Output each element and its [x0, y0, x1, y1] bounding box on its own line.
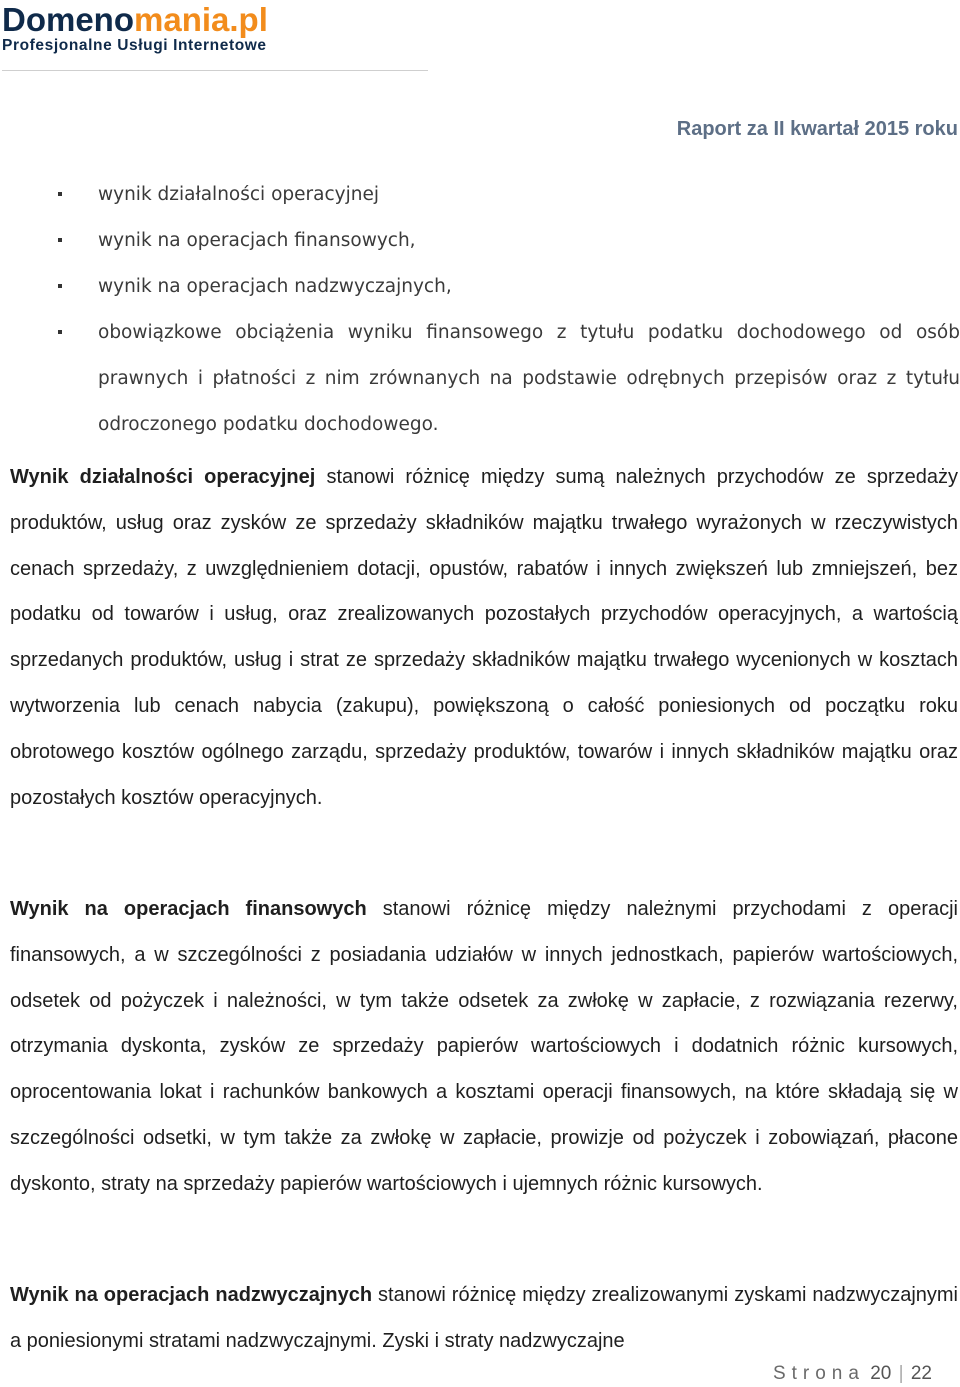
logo-tagline: Profesjonalne Usługi Internetowe: [2, 37, 267, 54]
paragraph-extraordinary-result: [10, 1273, 958, 1365]
report-title: Raport za II kwartał 2015 roku: [676, 118, 958, 140]
logo-part-mania: mania.pl: [134, 1, 268, 38]
paragraph-text: stanowi różnicę między należnymi przychodami z operacji finansowych, a w szczególności z posiadania udziałów w innych jednostkach, papierów wartościowych, odsetek od pożyczek i należności, w tym także odsetek za zwłokę w zapłacie, z rozwiązania rezerwy, otrzymania dyskonta, zysków ze sprzedaży papierów wartościowych i dodatnich różnic kursowych, oprocentowania lokat i rachunków bankowych a kosztami operacji finansowych, na które składają się w szczególności odsetki, w tym także za zwłokę w zapłacie, prowizje od pożyczek i zobowiązań, płacone dyskonto, straty na sprzedaży papierów wartościowych i ujemnych różnic kursowych.: [10, 898, 958, 1195]
paragraph-financial-result: [10, 887, 958, 1208]
logo-part-domeno: Domeno: [2, 1, 134, 38]
page-number: 20: [870, 1363, 892, 1384]
page-label: Strona: [772, 1363, 865, 1384]
paragraph-lead: Wynik działalności operacyjnej: [10, 466, 316, 488]
page-separator: |: [893, 1363, 909, 1384]
paragraph-text: stanowi różnicę między sumą należnych przychodów ze sprzedaży produktów, usług oraz zysków ze sprzedaży składników majątku trwałego wyrażonych w rzeczywistych cenach sprzedaży, z uwzględnieniem dotacji, opustów, rabatów i innych zwiększeń lub zmniejszeń, bez podatku od towarów i usług, oraz zrealizowanych pozostałych przychodów operacyjnych, a wartością sprzedanych produktów, usług i strat ze sprzedaży składników majątku trwałego wycenionych w kosztach wytworzenia lub cenach nabycia (zakupu), powiększoną o całość poniesionych od początku roku obrotowego kosztów ogólnego zarządu, sprzedaży produktów, towarów i innych składników majątku oraz pozostałych kosztów operacyjnych.: [10, 466, 959, 809]
header-divider: [2, 70, 428, 71]
list-item: wynik na operacjach finansowych,: [54, 218, 960, 264]
paragraph-lead: Wynik na operacjach finansowych: [10, 898, 367, 920]
paragraph-lead: Wynik na operacjach nadzwyczajnych: [10, 1284, 373, 1306]
paragraph-text: stanowi różnicę między zrealizowanymi zyskami nadzwyczajnymi a poniesionymi stratami nadzwyczajnymi. Zyski i straty nadzwyczajne: [10, 1284, 958, 1352]
page-total: 22: [910, 1363, 932, 1384]
list-item: wynik działalności operacyjnej: [54, 172, 960, 218]
list-item: wynik na operacjach nadzwyczajnych,: [54, 264, 960, 310]
bullet-list: [54, 172, 960, 448]
paragraph-operating-result: [10, 455, 958, 821]
list-item: obowiązkowe obciążenia wyniku finansowego z tytułu podatku dochodowego od osób prawnych i płatności z nim zrównanych na podstawie odrębnych przepisów oraz z tytułu odroczonego podatku dochodowego.: [54, 310, 960, 448]
logo-wordmark: [2, 2, 268, 38]
page-footer: [773, 1363, 932, 1385]
company-logo: [2, 2, 268, 55]
